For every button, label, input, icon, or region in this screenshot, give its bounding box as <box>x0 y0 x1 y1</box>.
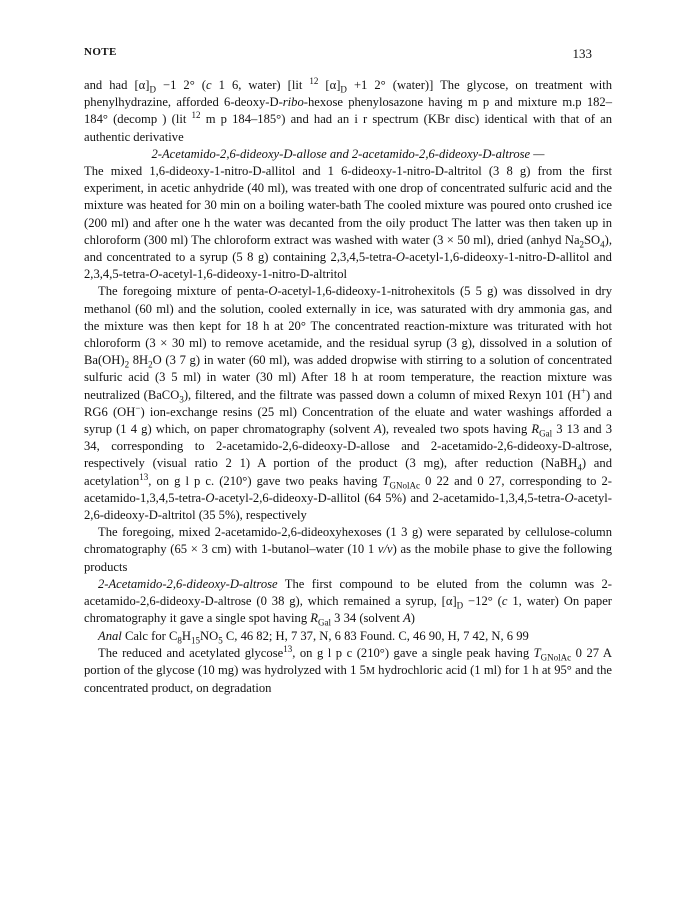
section-heading-allose-altrose: 2-Acetamido-2,6-dideoxy-D-allose and 2-acetamido-2,6-dideoxy-D-altrose — <box>151 146 545 161</box>
paragraph-analysis: Anal Calc for $C_8H_{15}NO_5$ C, 46 82; H, 7 37, N, 6 83 Found. C, 46 90, H, 7 42, N, 6 99 <box>98 628 529 646</box>
paragraph-separation: The foregoing, mixed 2-acetamido-2,6-dideoxyhexoses (1 3 g) were separated by cellulose-column chromatography (65 × 3 cm) with 1-butanol–water (10 1 v/v) as the mobile phase to give the following products <box>84 525 612 574</box>
paragraph-optical-rotation: and had $[\alpha]_D -1$ 2° (c 1 6, water) [lit $^{12}$ $[\alpha]_D +1$ 2° (water)] The glycose, on treatment with phenylhydrazine, afforded 6-deoxy-D-ribo-hexose phenylosazone having m p and mixture m.p 182–184° (decomp ) (lit $^{12}$ m p 184–185°) and had an i r spectrum (KBr disc) identical with that of an authentic derivative <box>84 75 613 144</box>
running-header <box>0 46 676 62</box>
paragraph-reduced-glycose: The reduced and acetylated glycose$^{13}$, on g l p c (210°) gave a single peak having $T_{GNolAc}$ 0 27 A portion of the glycose (10 mg) was hydrolyzed with 1 5M hydrochloric acid (1 ml) for 1 h at 95° and the concentrated product, on degradation <box>84 643 613 696</box>
paragraph-altrose: 2-Acetamido-2,6-dideoxy-D-altrose The first compound to be eluted from the column was 2-acetamido-2,6-dideoxy-D-altrose (0 38 g), which remained a syrup, $[\alpha]_D -12^\circ$ (c 1, water) On paper chromatography it gave a single spot having $R_{Gal}$ 3 34 (solvent A) <box>84 576 612 628</box>
paragraph-acetylation: The mixed 1,6-dideoxy-1-nitro-D-allitol and 1 6-dideoxy-1-nitro-D-altritol (3 8 g) from the first experiment, in acetic anhydride (40 ml), was treated with one drop of concentrated sulfuric acid and the mixture was heated for 30 min on a boiling water-bath The cooled mixture was poured onto crushed ice (200 ml) and after one h the water was decanted from the oily product The latter was then taken up in chloroform (300 ml) The chloroform extract was washed with water (3 × 50 ml), dried (anhyd $Na_2SO_4$), and concentrated to a syrup (5 8 g) containing 2,3,4,5-tetra-O-acetyl-1,6-dideoxy-1-nitro-D-allitol and 2,3,4,5-tetra-O-acetyl-1,6-dideoxy-1-nitro-D-altritol <box>84 164 612 282</box>
page-number: 133 <box>572 46 592 61</box>
paragraph-deacetylation: The foregoing mixture of penta-O-acetyl-1,6-dideoxy-1-nitrohexitols (5 5 g) was dissolved in dry methanol (60 ml) and the solution, cooled externally in ice, was saturated with dry ammonia gas, and the mixture was then kept for 18 h at 20° The concentrated reaction-mixture was triturated with hot chloroform (3 × 30 ml) to remove acetamide, and the residual syrup (3 g), dissolved in a solution of $Ba(OH)_2$ $8H_2O$ (3 7 g) in water (60 ml), was added dropwise with stirring to a solution of concentrated sulfuric acid (3 5 ml) in water (30 ml) After 18 h at room temperature, the reaction mixture was neutralized (BaCO$_3$), filtered, and the filtrate was passed down a column of mixed Rexyn 101 (H+) and RG6 (OH−) ion-exchange resins (25 ml) Concentration of the eluate and water washings afforded a syrup (1 4 g) which, on paper chromatography (solvent A), revealed two spots having $R_{Gal}$ 3 13 and 3 34, corresponding to 2-acetamido-2,6-dideoxy-D-allose and 2-acetamido-2,6-dideoxy-D-altrose, respectively (visual ratio 2 1) A portion of the product (3 mg), after reduction (NaBH$_4$) and acetylation$^{13}$, on g l p c. (210°) gave two peaks having $T_{GNolAc}$ 0 22 and 0 27, corresponding to 2-acetamido-1,3,4,5-tetra-O-acetyl-2,6-dideoxy-D-allitol (64 5%) and 2-acetamido-1,3,4,5-tetra-O-acetyl-2,6-dideoxy-D-altritol (35 5%), respectively <box>84 284 613 523</box>
section-label: NOTE <box>84 46 117 58</box>
body-text <box>84 77 612 697</box>
